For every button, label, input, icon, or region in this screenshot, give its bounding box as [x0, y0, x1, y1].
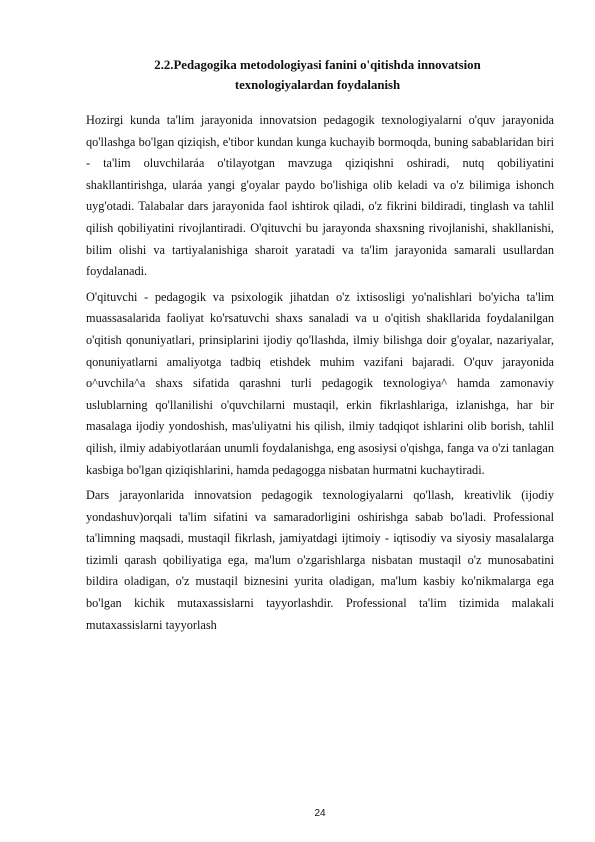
paragraph-2: O'qituvchi - pedagogik va psixologik jihatdan o'z ixtisosligi yo'nalishlari bo'yicha ta'lim muassasalarida faoliyat ko'rsatuvchi shaxs sanaladi va u o'qitish shakllarida foydalanilgan o'qitish qonuniyatlari, prinsiplarini ijodiy qo'llashda, ilmiy bilishga doir g'oyalar, nazariyalar, qonuniyatlarni amaliyotga tadbiq etishdek muhim vazifani bajaradi. O'quv jarayonida o^uvchila^a shaxs sifatida qarashni turli pedagogik texnologiya^ hamda zamonaviy uslublarning qo'llanilishi o'quvchilarni mustaqil, erkin fikrlashlariga, izlanishga, har bir masalaga ijodiy yondoshish, mas'uliyatni his qilish, ilmiy tadqiqot ishlarini olib borish, tahlil qilish, ilmiy adabiyotlaráan unumli foydalanishga, eng asosiysi o'qishga, fanga va o'zi tanlagan kasbiga bo'lgan qiziqishlarini, hamda pedagogga nisbatan hurmatni kuchaytiradi. — [86, 289, 554, 477]
title-line-2: texnologiyalardan foydalanish — [234, 78, 401, 92]
title-line-1: 2.2.Pedagogika metodologiyasi fanini o'qitishda innovatsion — [154, 58, 481, 72]
page-number: 24 — [314, 808, 326, 819]
paragraph-1: Hozirgi kunda ta'lim jarayonida innovatsion pedagogik texnologiyalarni o'quv jarayonida qo'llashga bo'lgan qiziqish, e'tibor kundan kunga kuchayib bormoqda, buning sabablaridan biri - ta'lim oluvchilaráa o'tilayotgan mavzuga qiziqishni oshiradi, nutq qobiliyatini shakllantirishga, ularáa yangi g'oyalar paydo bo'lishiga olib keladi va o'z bilimiga ishonch uyg'otadi. Talabalar dars jarayonida faol ishtirok qiladi, o'z fikrini bildiradi, tinglash va tahlil qilish qobiliyatini rivojlantiradi. O'qituvchi bu jarayonda shaxsning rivojlanishi, shakllanishi, bilim olishi va tartiyalanishiga sharoit yaratadi va ta'lim jarayonida samarali usullardan foydalanadi. — [86, 113, 554, 279]
body-text — [86, 110, 554, 640]
paragraph-3: Dars jarayonlarida innovatsion pedagogik texnologiyalarni qo'llash, kreativlik (ijodiy yondashuv)orqali ta'lim sifatini va samaradorligini oshirishga sabab bo'ladi. Professional ta'limning maqsadi, mustaqil fikrlash, jamiyatdagi ijtimoiy - iqtisodiy va siyosiy masalalarga tizimli qarash qobiliyatiga ega, ma'lum o'zgarishlarga nisbatan mustaqil o'z munosabatini bildira oladigan, o'z mustaqil biznesini yurita oladigan, ma'lum kasbiy ko'nikmalarga ega bo'lgan kichik mutaxassislarni tayyorlashdir. Professional ta'lim tizimida malakali mutaxassislarni tayyorlash — [86, 488, 554, 632]
section-title — [60, 55, 575, 95]
